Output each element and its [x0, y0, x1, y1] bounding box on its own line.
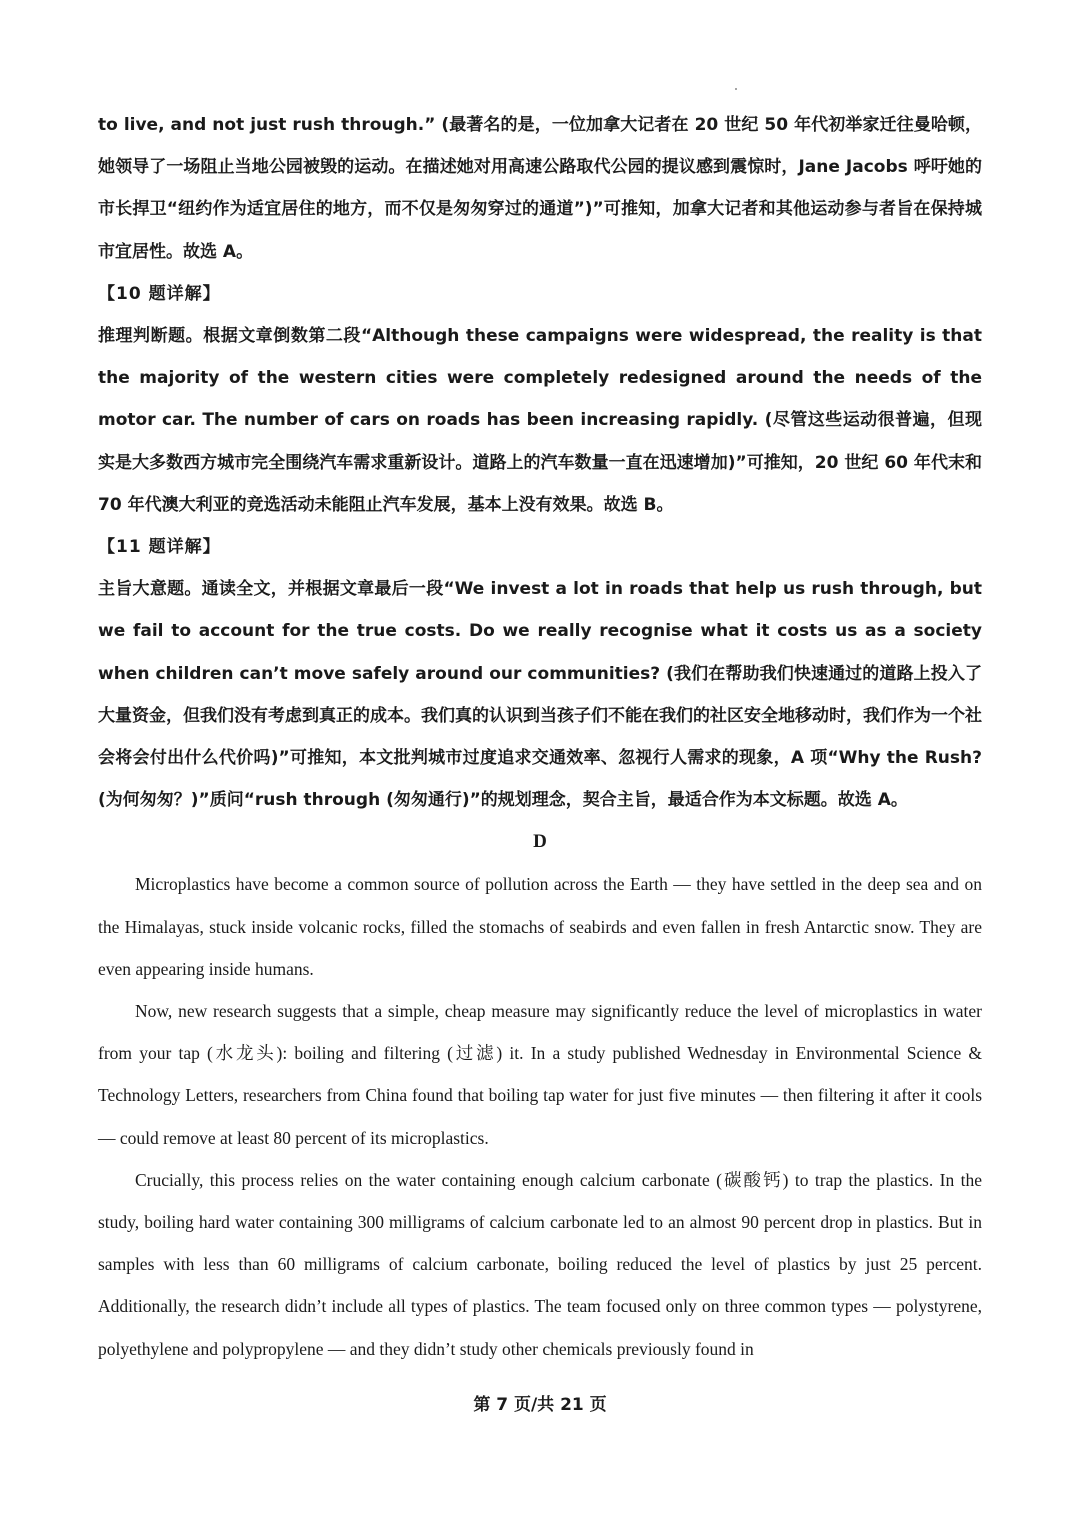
document-page [98, 104, 982, 1370]
section-d-title: D [533, 831, 547, 853]
scan-dot [735, 88, 737, 90]
q11-heading: 【11 题详解】 [98, 537, 221, 558]
q11-explanation: 主旨大意题。通读全文，并根据文章最后一段“We invest a lot in roads that help us rush through, but we fail to account for the true costs. Do we really recognise what it costs us as a society when children can’t move safely around our communities? (我们在帮助我们快速通过的道路上投入了大量资金，但我们没有考虑到真正的成本。我们真的认识到当孩子们不能在我们的社区安全地移动时，我们作为一个社会将会付出什么代价吗)”可推知，本文批判城市过度追求交通效率、忽视行人需求的现象，A 项“Why the Rush? (为何匆匆？)”质问“rush through (匆匆通行)”的规划理念，契合主旨，最适合作为本文标题。故选 A。 [98, 579, 982, 811]
page-footer: 第 7 页/共 21 页 [473, 1395, 607, 1415]
q10-explanation: 推理判断题。根据文章倒数第二段“Although these campaigns were widespread, the reality is that the majority of the western cities were completely redesigned around the needs of the motor car. The number of cars on roads has been increasing rapidly. (尽管这些运动很普遍，但现实是大多数西方城市完全围绕汽车需求重新设计。道路上的汽车数量一直在迅速增加)”可推知，20 世纪 60 年代末和 70 年代澳大利亚的竞选活动未能阻止汽车发展，基本上没有效果。故选 B。 [98, 326, 982, 515]
passage-paragraph-1: Microplastics have become a common source of pollution across the Earth — they have settled in the deep sea and on the Himalayas, stuck inside volcanic rocks, filled the stomachs of seabirds and even fallen in fresh Antarctic snow. They are even appearing inside humans. [98, 874, 982, 979]
passage-paragraph-2: Now, new research suggests that a simple, cheap measure may significantly reduce the level of microplastics in water from your tap (水龙头): boiling and filtering (过滤) it. In a study published Wednesday in Environmental Science & Technology Letters, researchers from China found that boiling tap water for just five minutes — then filtering it after it cools — could remove at least 80 percent of its microplastics. [98, 1001, 982, 1148]
q10-heading: 【10 题详解】 [98, 283, 221, 304]
q9-explanation-tail: to live, and not just rush through.” (最著名的是，一位加拿大记者在 20 世纪 50 年代初举家迁往曼哈顿，她领导了一场阻止当地公园被毁的运动。在描述她对用高速公路取代公园的提议感到震惊时，Jane Jacobs 呼吁她的市长捍卫“纽约作为适宜居住的地方，而不仅是匆匆穿过的通道”)”可推知，加拿大记者和其他运动参与者旨在保持城市宜居性。故选 A。 [98, 115, 982, 262]
passage-paragraph-3: Crucially, this process relies on the water containing enough calcium carbonate (碳酸钙) to trap the plastics. In the study, boiling hard water containing 300 milligrams of calcium carbonate led to an almost 90 percent drop in plastics. But in samples with less than 60 milligrams of calcium carbonate, boiling reduced the level of plastics by just 25 percent. Additionally, the research didn’t include all types of plastics. The team focused only on three common types — polystyrene, polyethylene and polypropylene — and they didn’t study other chemicals previously found in [98, 1169, 982, 1359]
